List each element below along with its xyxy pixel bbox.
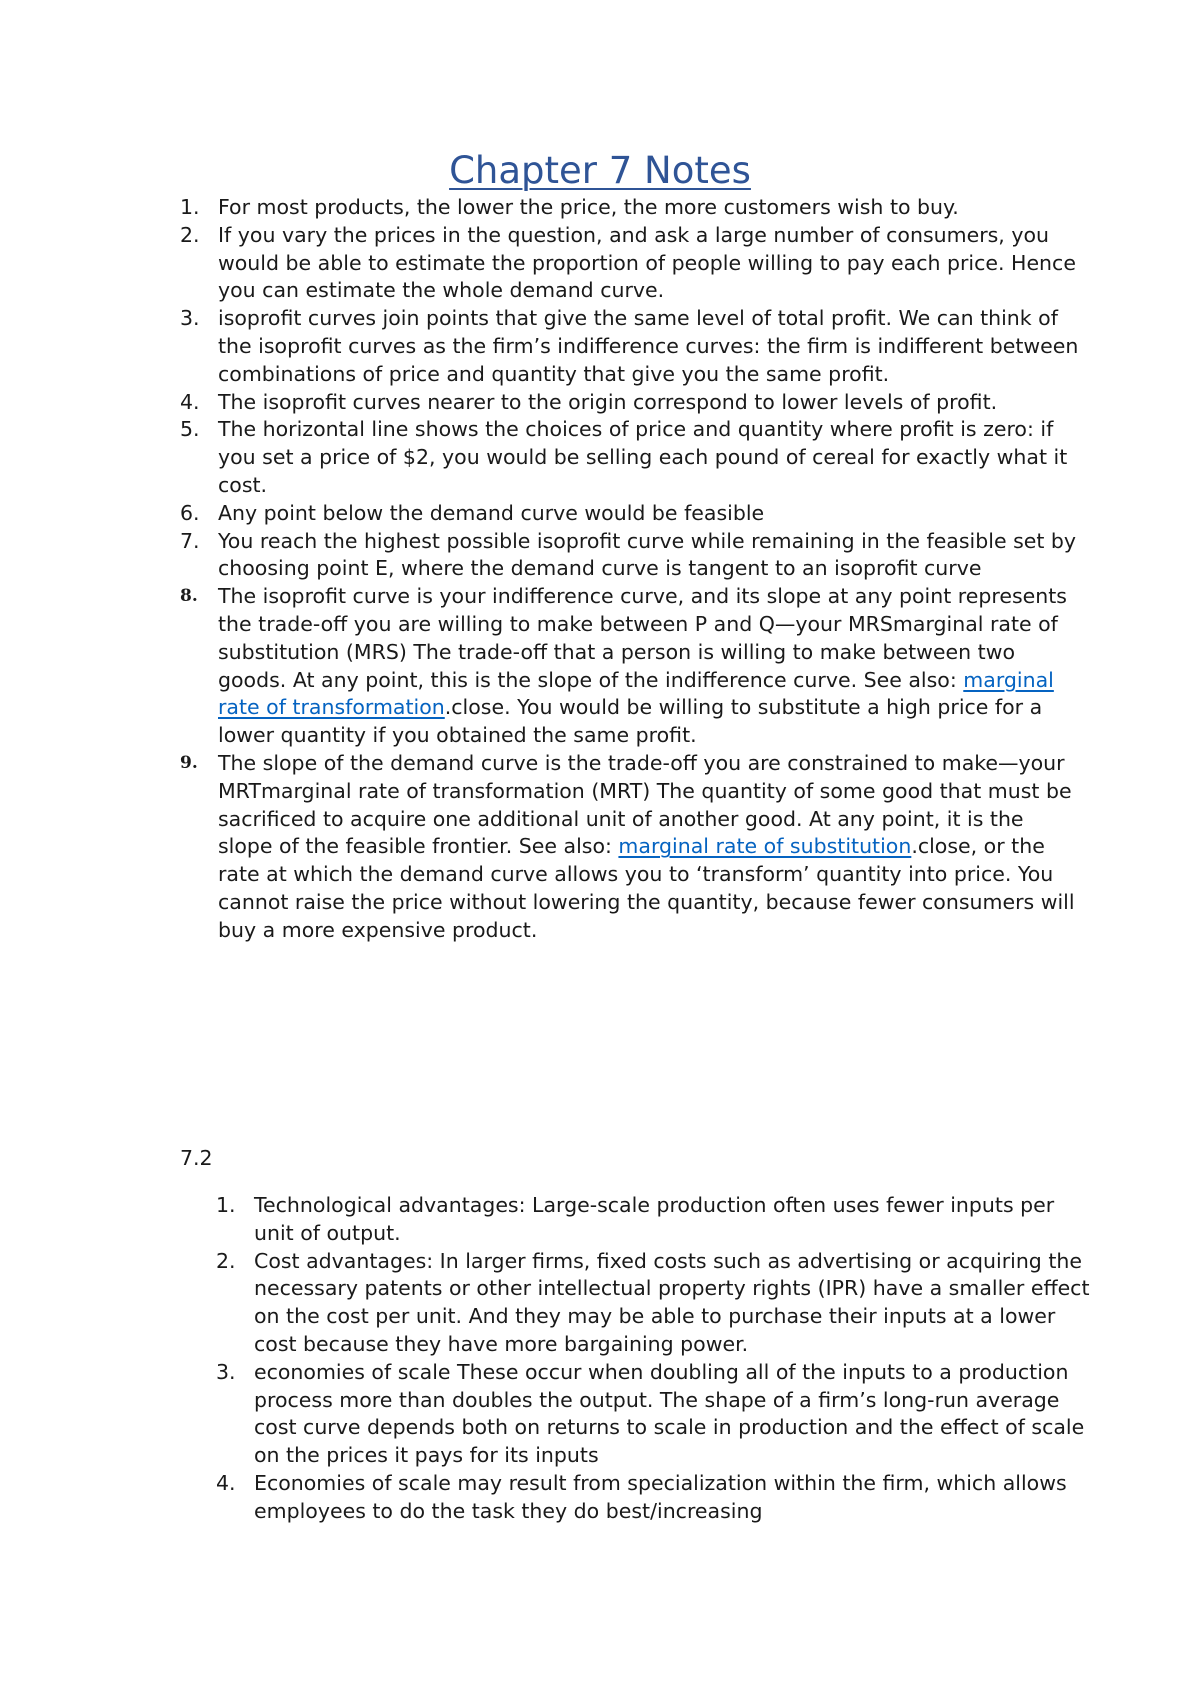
- list-item: [180, 500, 1080, 528]
- list-item-text: economies of scale These occur when doubling all of the inputs to a production process more than doubles the output. The shape of a firm’s long-run average cost curve depends both on returns to scale in production and the effect of scale on the prices it pays for its inputs: [254, 1359, 1085, 1468]
- list-number: 3.: [216, 1359, 236, 1384]
- list-number: 2.: [216, 1248, 236, 1273]
- list-item-text: Cost advantages: In larger firms, fixed costs such as advertising or acquiring the necessary patents or other intellectual property rights (IPR) have a smaller effect on the cost per unit. And they may be able to purchase their inputs at a lower cost because they have more bargaining power.: [254, 1248, 1090, 1356]
- list-number: 7.: [180, 528, 200, 553]
- list-number: 1.: [180, 195, 200, 219]
- list-item-text: The isoprofit curve is your indifference curve, and its slope at any point represents the trade-off you are willing to make between P and Q—your MRSmarginal rate of substitution (MRS) The trade-off that a person is willing to make between two goods. At any point, this is the slope of the indifference curve. See also:: [218, 584, 1067, 692]
- page-title: Chapter 7 Notes: [449, 149, 751, 192]
- list-number: 2.: [180, 222, 200, 247]
- list-item: [180, 750, 1080, 945]
- list-number: 8.: [180, 586, 198, 607]
- list-number: 4.: [216, 1470, 236, 1495]
- list-item-text: If you vary the prices in the question, and ask a large number of consumers, you would be able to estimate the proportion of people willing to pay each price. Hence you can estimate the whole demand curve.: [218, 222, 1076, 303]
- list-number: 6.: [180, 500, 200, 525]
- list-item-text: Economies of scale may result from specialization within the firm, which allows employees to do the task they do best/increasing: [254, 1470, 1067, 1523]
- list-item: [216, 1359, 1096, 1470]
- list-number: 9.: [180, 752, 198, 773]
- list-item-text: The isoprofit curves nearer to the origin correspond to lower levels of profit.: [218, 389, 998, 414]
- list-item-text: You reach the highest possible isoprofit curve while remaining in the feasible set by choosing point E, where the demand curve is tangent to an isoprofit curve: [218, 528, 1077, 581]
- list-item-text: Any point below the demand curve would be feasible: [218, 500, 765, 525]
- section-heading: 7.2: [180, 1146, 213, 1170]
- list-item-text: The horizontal line shows the choices of price and quantity where profit is zero: if you set a price of $2, you would be selling each pound of cereal for exactly what it cost.: [218, 417, 1068, 497]
- section-7-2-list: [216, 1192, 1096, 1526]
- chapter-notes-list: [180, 194, 1080, 945]
- list-number: 4.: [180, 389, 200, 414]
- list-item-text: .close. You would be willing to substitute a high price for a lower quantity if you obtained the same profit.: [218, 695, 1043, 748]
- list-item: [180, 528, 1080, 584]
- list-item-text: Technological advantages: Large-scale production often uses fewer inputs per unit of output.: [254, 1193, 1055, 1245]
- list-item: [180, 583, 1080, 750]
- list-item-text: For most products, the lower the price, the more customers wish to buy.: [218, 195, 959, 219]
- list-number: 5.: [180, 417, 200, 442]
- mrs-link[interactable]: marginal rate of substitution: [618, 834, 912, 859]
- list-item: [216, 1470, 1096, 1526]
- list-number: 3.: [180, 306, 200, 331]
- mrt-link[interactable]: marginal rate of transformation: [218, 667, 1054, 720]
- list-item: [180, 305, 1080, 388]
- list-item: [180, 222, 1080, 305]
- list-item: [180, 389, 1080, 417]
- list-item: [180, 416, 1080, 499]
- list-item-text: isoprofit curves join points that give the same level of total profit. We can think of the isoprofit curves as the firm’s indifference curves: the firm is indifferent between combinations of price and quantity that give you the same profit.: [218, 306, 1079, 386]
- list-number: 1.: [216, 1193, 236, 1217]
- list-item: [216, 1192, 1096, 1248]
- list-item: [216, 1248, 1096, 1359]
- list-item-text: The slope of the demand curve is the trade-off you are constrained to make—your MRTmarginal rate of transformation (MRT) The quantity of some good that must be sacrificed to acquire one additional unit of another good. At any point, it is the slope of the feasible frontier. See also:: [218, 750, 1072, 859]
- list-item-text: .close, or the rate at which the demand curve allows you to ‘transform’ quantity into price. You cannot raise the price without lowering the quantity, because fewer consumers will buy a more expensive product.: [218, 834, 1075, 942]
- list-item: [180, 194, 1080, 222]
